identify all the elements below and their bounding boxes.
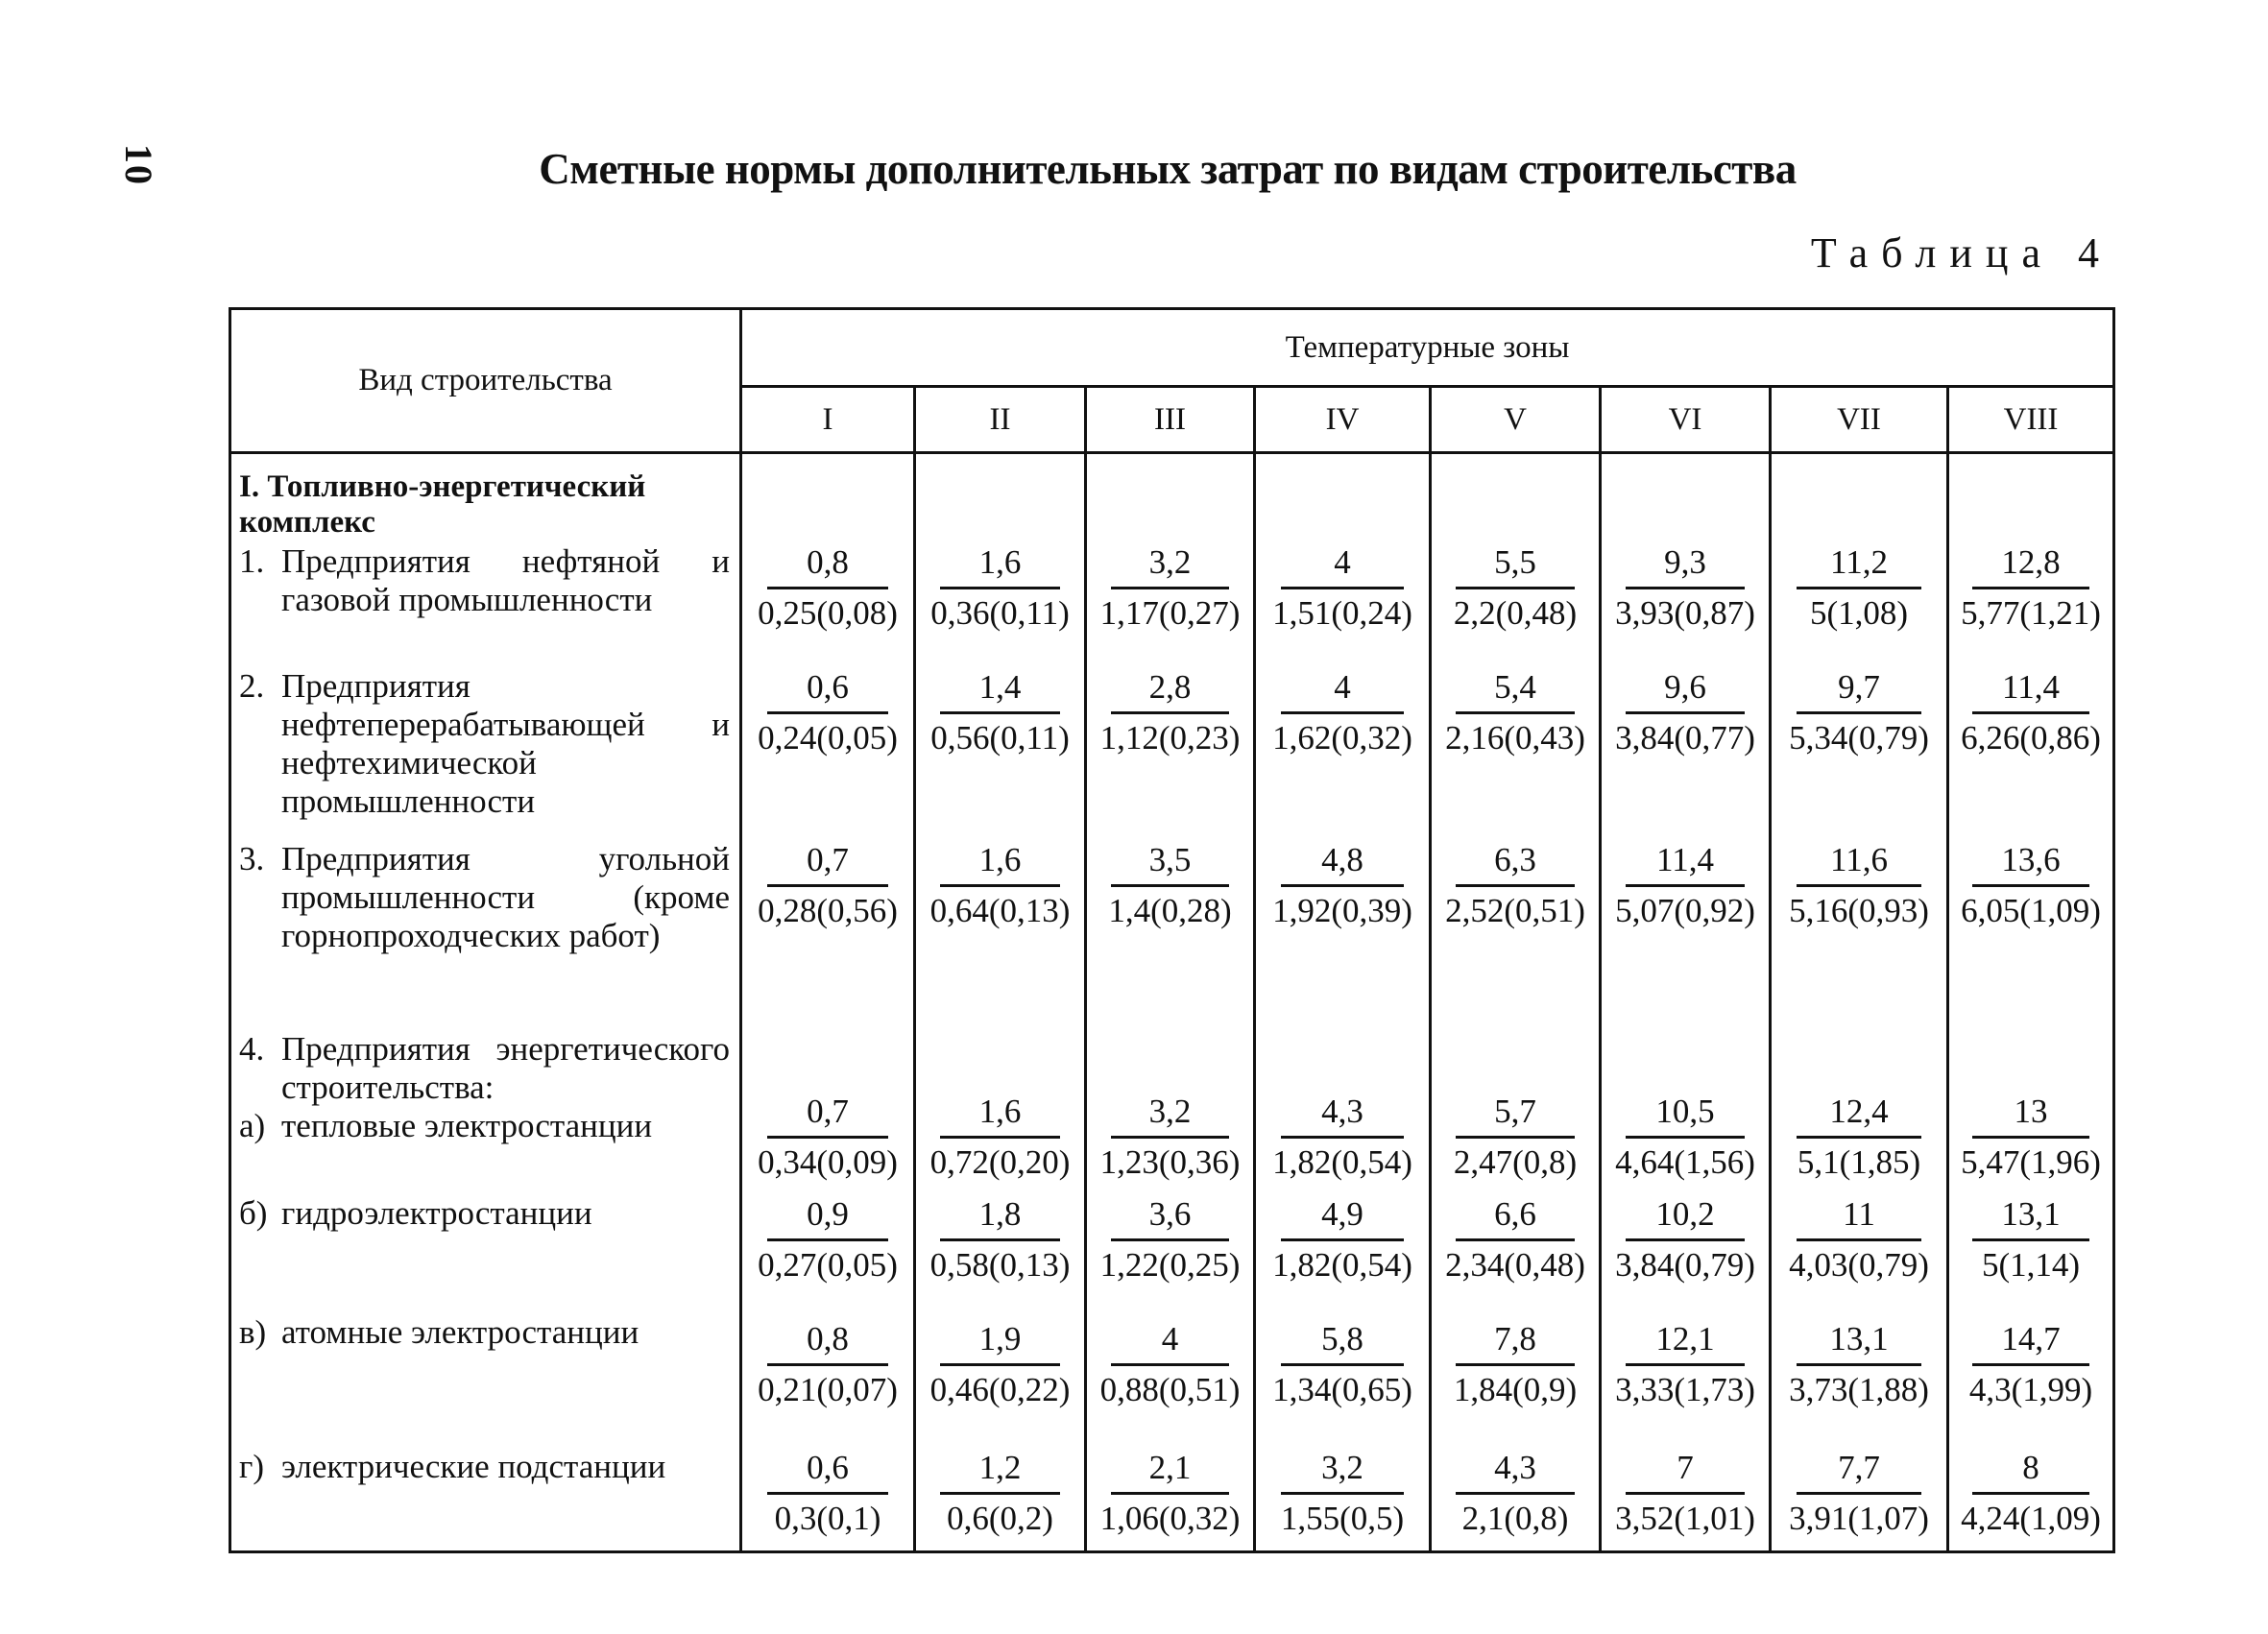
value-denominator: 6,26(0,86) [1961,719,2101,757]
zone-header: II [915,387,1086,453]
fraction [742,1448,913,1539]
fraction [1602,1194,1769,1286]
value-denominator: 1,55(0,5) [1280,1500,1405,1537]
fraction [1602,1448,1769,1539]
value-cell [741,541,915,656]
value-denominator: 0,28(0,56) [758,892,898,929]
value-cell [915,1183,1086,1302]
value-denominator: 2,34(0,48) [1445,1246,1585,1284]
value-cell [1431,1302,1601,1436]
row-text: гидроэлектростанции [281,1194,592,1232]
header-zones: Температурные зоны [741,309,2114,387]
value-numerator: 11,4 [1626,840,1745,887]
value-cell [1948,656,2114,829]
value-denominator: 2,52(0,51) [1445,892,1585,929]
value-numerator: 7 [1626,1448,1745,1495]
value-denominator: 5(1,08) [1809,594,1909,632]
value-denominator: 1,23(0,36) [1099,1143,1241,1181]
fraction [1602,1092,1769,1183]
value-numerator: 10,2 [1626,1194,1745,1241]
fraction [1256,1448,1429,1539]
value-denominator: 1,62(0,32) [1272,719,1412,757]
fraction [1432,542,1599,634]
fraction [1432,1448,1599,1539]
fraction [1087,667,1253,758]
zone-header: VII [1771,387,1948,453]
fraction [1256,1319,1429,1410]
value-numerator: 4 [1281,542,1404,589]
value-numerator: 4 [1111,1319,1230,1366]
value-numerator: 4 [1281,667,1404,714]
value-cell [1771,1302,1948,1436]
fraction [916,1092,1084,1183]
table-row [230,541,2114,656]
value-numerator: 10,5 [1626,1092,1745,1139]
value-cell [1431,829,1601,1011]
fraction [1256,667,1429,758]
value-denominator: 5,47(1,96) [1961,1143,2101,1181]
value-cell [1086,1302,1255,1436]
fraction [916,840,1084,931]
header-kind: Вид строительства [230,309,741,453]
value-numerator: 7,7 [1797,1448,1920,1495]
table-row [230,1011,2114,1183]
fraction [742,840,913,931]
value-cell [1948,541,2114,656]
value-denominator: 2,2(0,48) [1453,594,1578,632]
value-cell [1431,1183,1601,1302]
value-numerator: 1,6 [940,1092,1060,1139]
row-label [231,1313,739,1352]
value-denominator: 6,05(1,09) [1961,892,2101,929]
value-cell [1601,656,1771,829]
value-numerator: 3,2 [1111,1092,1230,1139]
value-cell [741,656,915,829]
value-numerator: 1,4 [940,667,1060,714]
value-denominator: 4,3(1,99) [1968,1371,2093,1408]
value-denominator: 5(1,14) [1981,1246,2081,1284]
row-number: 1. [239,542,265,580]
norms-table [229,307,2115,1553]
fraction [1949,542,2112,634]
zone-header: VIII [1948,387,2114,453]
value-cell [1431,541,1601,656]
value-denominator: 1,4(0,28) [1108,892,1232,929]
fraction [1772,542,1946,634]
zone-header: VI [1601,387,1771,453]
value-cell [1255,1436,1431,1552]
value-cell [1601,829,1771,1011]
value-numerator: 2,8 [1111,667,1230,714]
fraction [916,1448,1084,1539]
fraction [1432,840,1599,931]
value-denominator: 0,46(0,22) [929,1371,1071,1408]
value-denominator: 3,84(0,77) [1615,719,1755,757]
fraction [1602,840,1769,931]
value-numerator: 3,5 [1111,840,1230,887]
row-text: Предприятия нефтеперерабатывающей и нефтехимической промышленности [281,667,730,820]
value-cell [741,1436,915,1552]
value-denominator: 1,92(0,39) [1272,892,1412,929]
fraction [742,542,913,634]
fraction [1772,1092,1946,1183]
value-numerator: 1,8 [940,1194,1060,1241]
value-denominator: 0,88(0,51) [1099,1371,1241,1408]
fraction [1772,1319,1946,1410]
fraction [1772,840,1946,931]
row-text: Предприятия угольной промышленности (кроме горнопроходческих работ) [281,840,730,954]
fraction [1087,840,1253,931]
value-numerator: 11,4 [1972,667,2089,714]
value-cell [1948,1302,2114,1436]
value-numerator: 0,6 [767,1448,889,1495]
value-cell [1086,1436,1255,1552]
value-numerator: 4,8 [1281,840,1404,887]
value-cell [1255,829,1431,1011]
row-label [231,1030,739,1107]
value-numerator: 1,2 [940,1448,1060,1495]
value-numerator: 13,1 [1972,1194,2089,1241]
value-numerator: 0,7 [767,840,889,887]
fraction [916,542,1084,634]
value-denominator: 0,34(0,09) [758,1143,898,1181]
zone-header: III [1086,387,1255,453]
value-numerator: 12,4 [1797,1092,1920,1139]
value-numerator: 0,8 [767,1319,889,1366]
value-cell [1601,1011,1771,1183]
value-denominator: 3,93(0,87) [1615,594,1755,632]
fraction [1949,840,2112,931]
value-denominator: 5,1(1,85) [1797,1143,1921,1181]
value-denominator: 0,56(0,11) [930,719,1070,757]
value-cell [1771,656,1948,829]
zone-header: I [741,387,915,453]
value-denominator: 0,3(0,1) [774,1500,881,1537]
fraction [1256,542,1429,634]
fraction [1949,1319,2112,1410]
value-numerator: 5,7 [1456,1092,1575,1139]
value-numerator: 11,6 [1797,840,1920,887]
value-cell [915,829,1086,1011]
value-denominator: 3,84(0,79) [1615,1246,1755,1284]
value-numerator: 4,9 [1281,1194,1404,1241]
row-number: б) [239,1194,268,1232]
row-label [231,840,739,955]
fraction [1772,667,1946,758]
value-numerator: 2,1 [1111,1448,1230,1495]
fraction [916,1319,1084,1410]
value-cell [915,656,1086,829]
value-cell [1086,656,1255,829]
row-sublabel [231,1107,739,1145]
value-denominator: 1,12(0,23) [1099,719,1241,757]
row-label [231,667,739,821]
table-row [230,656,2114,829]
fraction [1949,1194,2112,1286]
row-number: г) [239,1448,265,1485]
value-denominator: 1,34(0,65) [1272,1371,1412,1408]
value-numerator: 13 [1972,1092,2089,1139]
row-subtext: тепловые электростанции [281,1107,653,1144]
value-cell [1601,1183,1771,1302]
value-denominator: 3,91(1,07) [1789,1500,1929,1537]
value-cell [915,1436,1086,1552]
value-cell [1771,1011,1948,1183]
value-denominator: 2,1(0,8) [1461,1500,1569,1537]
value-denominator: 1,82(0,54) [1272,1246,1412,1284]
fraction [1256,1194,1429,1286]
fraction [742,667,913,758]
fraction [1949,667,2112,758]
value-numerator: 14,7 [1972,1319,2089,1366]
value-denominator: 0,6(0,2) [947,1500,1053,1537]
value-cell [1771,1436,1948,1552]
zone-header: IV [1255,387,1431,453]
value-denominator: 3,52(1,01) [1615,1500,1755,1537]
value-cell [1431,1436,1601,1552]
value-denominator: 1,06(0,32) [1099,1500,1241,1537]
value-numerator: 3,2 [1111,542,1230,589]
table-label: Таблица 4 [1810,229,2112,276]
value-numerator: 9,3 [1626,542,1745,589]
fraction [1602,1319,1769,1410]
value-cell [1431,1011,1601,1183]
value-denominator: 4,03(0,79) [1789,1246,1929,1284]
value-denominator: 5,34(0,79) [1789,719,1929,757]
value-denominator: 0,25(0,08) [758,594,898,632]
fraction [1087,1319,1253,1410]
value-numerator: 3,2 [1281,1448,1404,1495]
value-denominator: 0,36(0,11) [930,594,1070,632]
value-numerator: 4,3 [1456,1448,1575,1495]
value-numerator: 5,5 [1456,542,1575,589]
fraction [1772,1194,1946,1286]
value-denominator: 4,24(1,09) [1961,1500,2101,1537]
value-denominator: 0,72(0,20) [929,1143,1071,1181]
value-cell [1255,1302,1431,1436]
section-row [230,453,2114,541]
value-numerator: 11,2 [1797,542,1920,589]
fraction [1602,542,1769,634]
page-number: 10 [117,144,160,186]
row-text: атомные электростанции [281,1313,639,1351]
value-numerator: 7,8 [1456,1319,1575,1366]
value-cell [915,1302,1086,1436]
value-numerator: 0,6 [767,667,889,714]
value-cell [1601,1302,1771,1436]
value-numerator: 0,9 [767,1194,889,1241]
value-denominator: 0,21(0,07) [758,1371,898,1408]
value-denominator: 0,24(0,05) [758,719,898,757]
zone-header: V [1431,387,1601,453]
fraction [742,1194,913,1286]
table-row [230,1183,2114,1302]
value-cell [1086,1183,1255,1302]
value-numerator: 12,1 [1626,1319,1745,1366]
value-numerator: 6,6 [1456,1194,1575,1241]
fraction [916,1194,1084,1286]
fraction [742,1319,913,1410]
value-denominator: 1,82(0,54) [1272,1143,1412,1181]
value-denominator: 5,16(0,93) [1789,892,1929,929]
value-cell [1948,829,2114,1011]
section-title: I. Топливно-энергетический комплекс [239,469,646,540]
value-cell [1086,1011,1255,1183]
fraction [1256,1092,1429,1183]
fraction [1602,667,1769,758]
fraction [1432,1319,1599,1410]
fraction [1949,1448,2112,1539]
value-cell [1601,541,1771,656]
row-subnumber: а) [239,1107,266,1144]
value-cell [1255,1011,1431,1183]
value-numerator: 3,6 [1111,1194,1230,1241]
fraction [1432,1194,1599,1286]
value-cell [1601,1436,1771,1552]
value-cell [1771,541,1948,656]
fraction [1772,1448,1946,1539]
value-denominator: 4,64(1,56) [1615,1143,1755,1181]
value-denominator: 3,73(1,88) [1789,1371,1929,1408]
value-cell [1086,541,1255,656]
row-number: в) [239,1313,267,1351]
value-numerator: 1,9 [940,1319,1060,1366]
value-numerator: 0,8 [767,542,889,589]
value-denominator: 1,17(0,27) [1099,594,1241,632]
value-numerator: 1,6 [940,542,1060,589]
value-cell [1086,829,1255,1011]
value-denominator: 2,16(0,43) [1445,719,1585,757]
row-number: 2. [239,667,265,705]
row-number: 3. [239,840,265,877]
value-cell [741,1302,915,1436]
fraction [1256,840,1429,931]
row-label [231,542,739,619]
value-cell [1771,829,1948,1011]
value-numerator: 9,6 [1626,667,1745,714]
fraction [1087,1194,1253,1286]
value-cell [1255,656,1431,829]
fraction [1432,1092,1599,1183]
value-denominator: 1,22(0,25) [1099,1246,1241,1284]
table-row [230,1436,2114,1552]
value-cell [1771,1183,1948,1302]
value-cell [915,541,1086,656]
page-title: Сметные нормы дополнительных затрат по видам строительства [539,145,1797,193]
value-denominator: 0,27(0,05) [758,1246,898,1284]
row-label [231,1194,739,1233]
value-denominator: 1,84(0,9) [1453,1371,1578,1408]
fraction [1087,1448,1253,1539]
fraction [742,1092,913,1183]
value-numerator: 5,8 [1281,1319,1404,1366]
fraction [1949,1092,2112,1183]
value-denominator: 5,77(1,21) [1961,594,2101,632]
row-text: электрические подстанции [281,1448,666,1485]
value-numerator: 8 [1972,1448,2089,1495]
value-denominator: 0,64(0,13) [929,892,1071,929]
row-number: 4. [239,1030,265,1068]
value-cell [1255,1183,1431,1302]
fraction [1087,542,1253,634]
value-numerator: 6,3 [1456,840,1575,887]
value-cell [1948,1436,2114,1552]
fraction [1432,667,1599,758]
value-denominator: 1,51(0,24) [1272,594,1412,632]
value-cell [741,829,915,1011]
row-text: Предприятия энергетического строительства: [281,1030,730,1106]
table-row [230,829,2114,1011]
value-cell [1255,541,1431,656]
value-cell [741,1183,915,1302]
value-numerator: 13,6 [1972,840,2089,887]
row-text: Предприятия нефтяной и газовой промышленности [281,542,730,618]
value-cell [741,1011,915,1183]
value-cell [1431,656,1601,829]
value-numerator: 11 [1797,1194,1920,1241]
value-cell [1948,1011,2114,1183]
value-cell [1948,1183,2114,1302]
value-denominator: 2,47(0,8) [1453,1143,1578,1181]
value-numerator: 0,7 [767,1092,889,1139]
row-label [231,1448,739,1486]
value-numerator: 13,1 [1797,1319,1920,1366]
value-numerator: 9,7 [1797,667,1920,714]
table-row [230,1302,2114,1436]
value-numerator: 4,3 [1281,1092,1404,1139]
value-numerator: 5,4 [1456,667,1575,714]
value-denominator: 0,58(0,13) [929,1246,1071,1284]
value-numerator: 12,8 [1972,542,2089,589]
fraction [1087,1092,1253,1183]
value-numerator: 1,6 [940,840,1060,887]
fraction [916,667,1084,758]
value-denominator: 5,07(0,92) [1615,892,1755,929]
value-denominator: 3,33(1,73) [1615,1371,1755,1408]
value-cell [915,1011,1086,1183]
